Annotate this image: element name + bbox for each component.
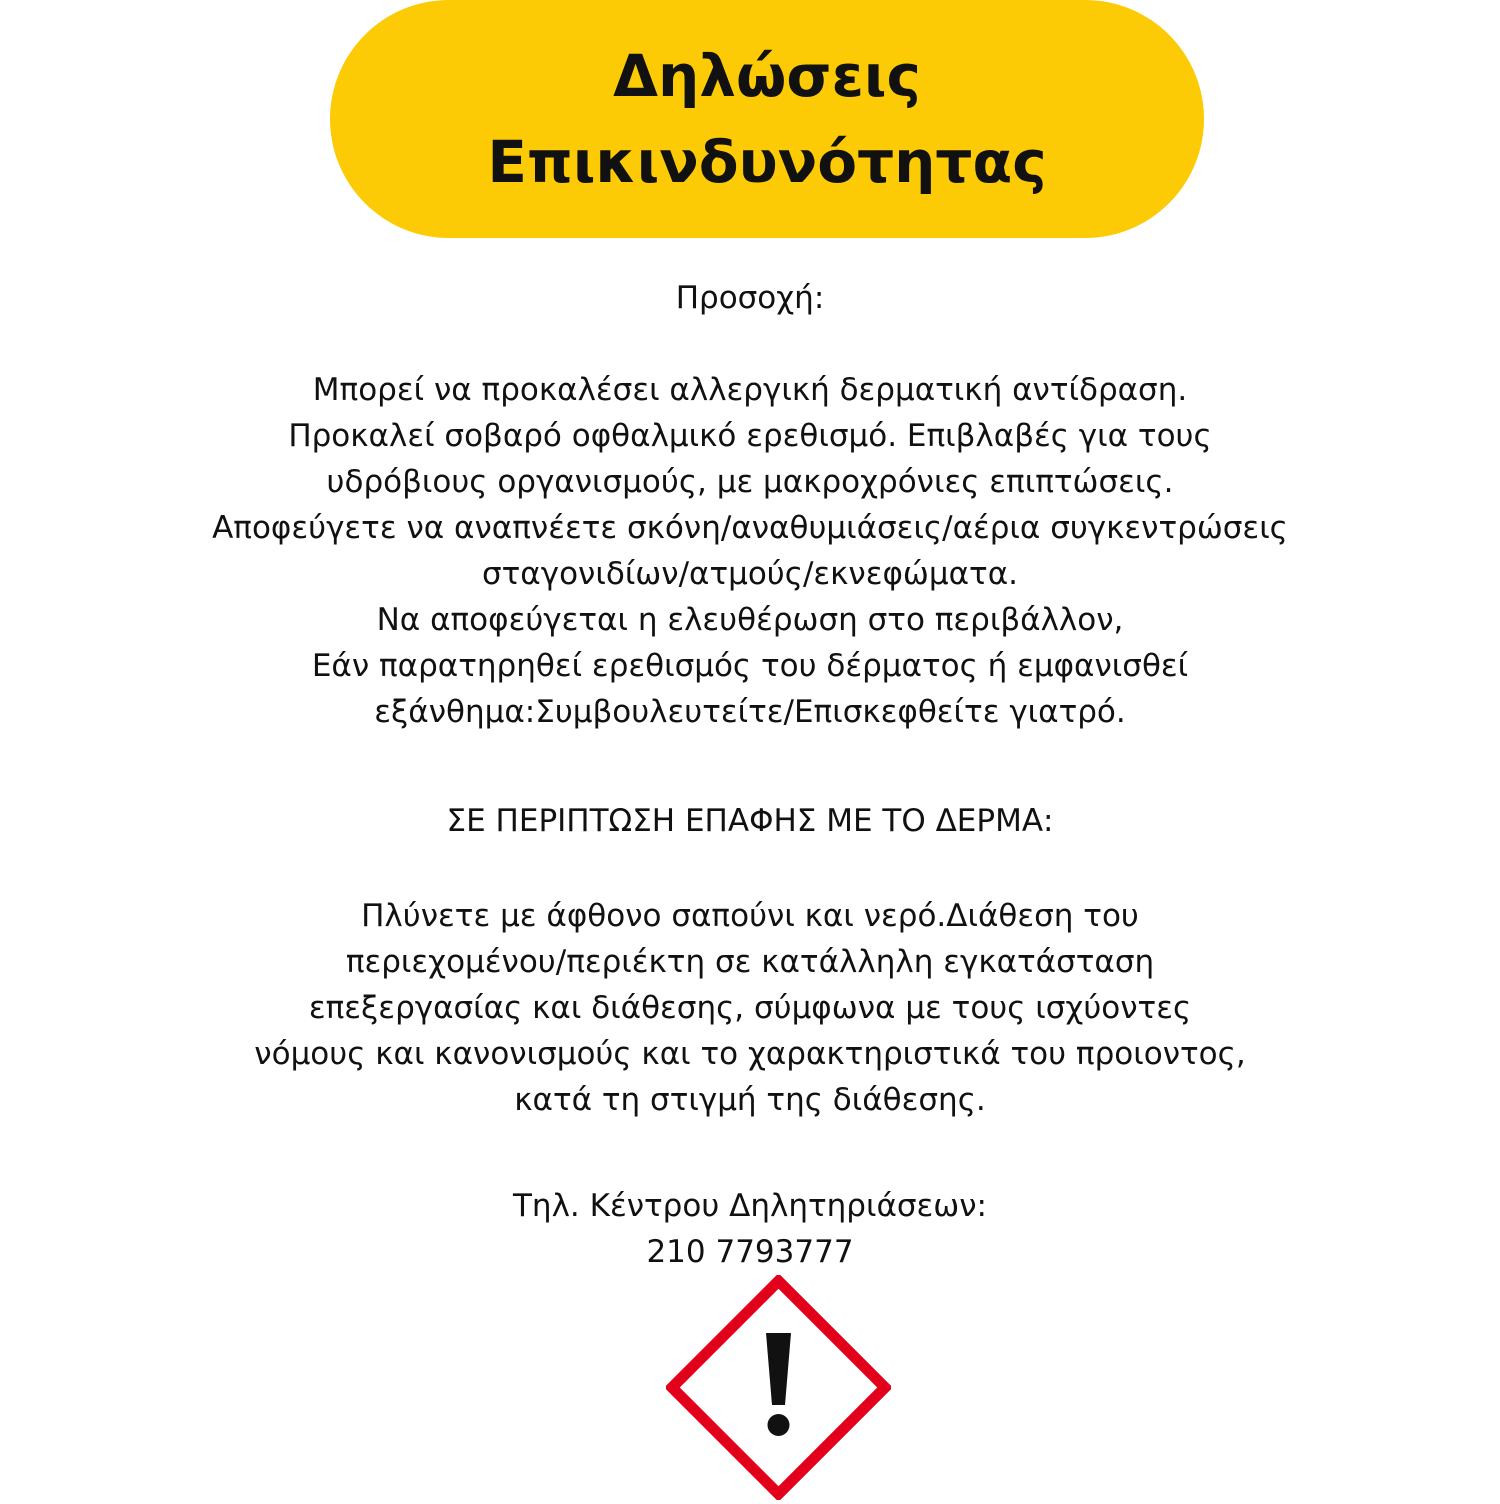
poison-center-label: Τηλ. Κέντρου Δηλητηριάσεων: [512,1188,988,1224]
hazard-statement-line: Μπορεί να προκαλέσει αλλεργική δερματική αντίδραση. [312,372,1188,408]
hazard-statement-line: υδρόβιους οργανισμούς, με μακροχρόνιες επιπτώσεις. [326,464,1174,500]
hazard-statement-line: Προκαλεί σοβαρό οφθαλμικό ερεθισμό. Επιβλαβές για τους [288,418,1212,454]
instruction-line: νόμους και κανονισμούς και το χαρακτηριστικά του προιοντος, [254,1036,1246,1072]
hazard-statement-line: σταγονιδίων/ατμούς/εκνεφώματα. [481,556,1019,592]
hazard-statement-line: Αποφεύγετε να αναπνέετε σκόνη/αναθυμιάσεις/αέρια συγκεντρώσεις [212,510,1288,546]
exclamation-dot [768,1414,790,1436]
attention-label: Προσοχή: [675,280,825,316]
title-line-2: Επικινδυνότητας [487,128,1047,196]
instruction-line: Πλύνετε με άφθονο σαπούνι και νερό.Διάθεση του [361,898,1139,934]
poison-center-phone: 210 7793777 [646,1234,854,1270]
skin-contact-heading: ΣΕ ΠΕΡΙΠΤΩΣΗ ΕΠΑΦΗΣ ΜΕ ΤΟ ΔΕΡΜΑ: [446,803,1054,839]
hazard-statement-line: εξάνθημα:Συμβουλευτείτε/Επισκεφθείτε γιατρό. [374,694,1126,730]
hazard-statement-line: Να αποφεύγεται η ελευθέρωση στο περιβάλλον, [376,602,1124,638]
instruction-line: κατά τη στιγμή της διάθεσης. [514,1082,986,1118]
hazard-statements [0,367,1500,735]
instruction-line: περιεχομένου/περιέκτη σε κατάλληλη εγκατάσταση [345,944,1155,980]
skin-contact-section [0,798,1500,844]
poison-center-section [0,1183,1500,1275]
skin-contact-instructions [0,893,1500,1123]
title-banner [330,0,1204,238]
hazard-pictogram [666,1275,891,1500]
hazard-statement-line: Εάν παρατηρηθεί ερεθισμός του δέρματος ή εμφανισθεί [311,648,1189,684]
instruction-line: επεξεργασίας και διάθεσης, σύμφωνα με τους ισχύοντες [308,990,1192,1026]
exclamation-mark-hazard-icon [666,1275,891,1500]
attention-section [0,275,1500,321]
title-line-1: Δηλώσεις [613,42,921,110]
